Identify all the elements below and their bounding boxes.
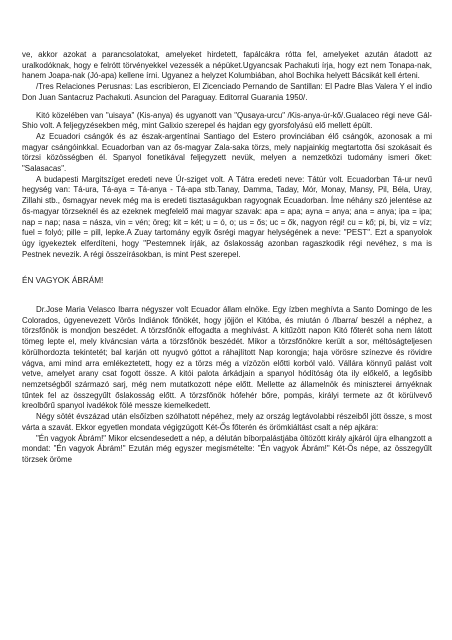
paragraph-1: ve, akkor azokat a parancsolatokat, amelyeket hirdetett, fapálcákra rótta fel, amelyeket azután átadott az uralkodóknak, hogy e felrótt törvényekkel vezessék a népüket.Ugyancsak Pachakuti írja, hogy ezt nem Tonapa-nak, hanem Joapa-nak (Jó-apa) kellene írni. Ugyanez a helyzet Kolumbiában, ahol Bochika helyett Bácsikát kell érteni.: [22, 50, 432, 81]
document-page: [22, 50, 432, 466]
paragraph-5: A budapesti Margitszíget eredeti neve Úr-sziget volt. A Tátra eredeti neve: Tátúr volt. Ecuadorban Tá-ur nevű hegység van: Tá-ura, Tá-aya = Tá-anya - Tá-apa stb.Tanay, Damma, Taday, Mór, Monay, Mansy, Pil, Béla, Uray, Zillahi stb., ősmagyar nevek még ma is eredeti tisztaságukban ragyognak Ecuadorban. Íme néhány szó jelentése az ős-magyar törzseknél és az ezeknek megfelelő mai magyar szavak: apa = apa; ayna = anya; ana = anya; ipa = ipa; nap = nap; nasa = násza, vin = vén; öreg; kit = két; u = ó, o; us = ős; uc = ők, nagyon régi! cu = kő; pi, bi, viz = víz; fuel = folyó; pille = pill, lepke.A Zuay tartomány egyik ősrégi magyar helységének a neve: "PEST". Ezt a spanyolok úgy igyekeztek elferdíteni, hogy "Pestemnek írják, az őslakosság azonban ragaszkodik régi nevéhez, s ma is Pestnek nevezik. A régi összeírásokban, is mint Pest szerepel.: [22, 174, 432, 259]
paragraph-8: "Én vagyok Ábrám!" Mikor elcsendesedett a nép, a délután bíborpalástjába öltözött király ajkáról újra elhangzott a mondat: "Én vagyok Ábrám!" Ezután még egyszer megismételte: "Én vagyok Ábrám!" Két-Ős népe, az összegyűlt törzsek öröme: [22, 433, 432, 464]
paragraph-3: Kitó közelében van "uisaya" (Kis-anya) és ugyanott van "Qusaya-urcu" /Kis-anya-úr-kő/.Gualaceo régi neve Gál-Shio volt. A feljegyzésekben még, mint Galixio szerepel és hajdan egy gyorsfolyású elő mellett épült.: [22, 110, 432, 131]
paragraph-6: Dr.Jose Maria Velasco Ibarra négyszer volt Ecuador állam elnöke. Egy ízben meghívta a Santo Domingo de les Colorados, úgyenevezett Vörös Indiánok főnökét, hogy jöjjön el Kitóba, és miután ó /Ibarra/ beszél a néphez, a törzsfőnök is mondjon beszédet. A törzsfőnök elfogadta a meghívást. A kitűzött napon Kitó főterét soha nem látott tömeg lepte el, mely kíváncsian várta a törzsfőnök beszédét. Mikor a törzsfőnökre került a sor, méltóságteljesen körülhordozta tekintetét; bal karján ott nyugvó góttot a ráhajlított Nap korongja; haja vörösre színezve és rövidre vágva, ami mind arra emlékeztetett, hogy ez a törzs még a vízözön előtti korból való. Vállára könnyű palást volt vetve, amelyet arany csat fogott össze. A kitói palota árkádjain a spanyol hódítóság óta ily előkelő, a legősibb nemzetségből származó sarj, még nem mutatkozott népe előtt. Mellette az államelnök és miniszterei árnyéknak tűntek fel az összegyűlt őslakosság előtt. A törzsfőnök hófehér bőre, pompás, királyi termete az őt körülvevő kreolbőrű spanyol ivadékok fölé messze kiemelkedett.: [22, 305, 432, 411]
paragraph-citation: /Tres Relaciones Perusnas: Las escribieron, El Zicenciado Pernando de Santillan: El Padre Blas Valera Y el indio Don Juan Santacruz Pachakuti. Asuncion del Paraguay. Editorral Guarania 1950/.: [22, 82, 432, 102]
paragraph-4: Az Ecuadori csángók és az észak-argentínai Santiago del Estero provinciában élő csángók, azonosak a mi magyar csángóinkkal. Ecuadorban van az ős-magyar Zala-saka törzs, mely napjainkig megtartotta ősi szokásait és törzsi közösségben él. Spanyol fonetikával feljegyzett nevük, melyen a nemzetközi tudomány ismeri őket: "Salasacas".: [22, 131, 432, 174]
section-heading: ÉN VAGYOK ÁBRÁM!: [22, 276, 104, 286]
paragraph-7: Négy sötét évszázad után elsőízben szólhatott népéhez, mely az ország legtávolabbi részeiből jött össze, s most várta a szavát. Ekkor egyetlen mondata végigzúgott Két-Ős főterén és örömkiáltást csalt a nép ajkára:: [22, 412, 432, 432]
